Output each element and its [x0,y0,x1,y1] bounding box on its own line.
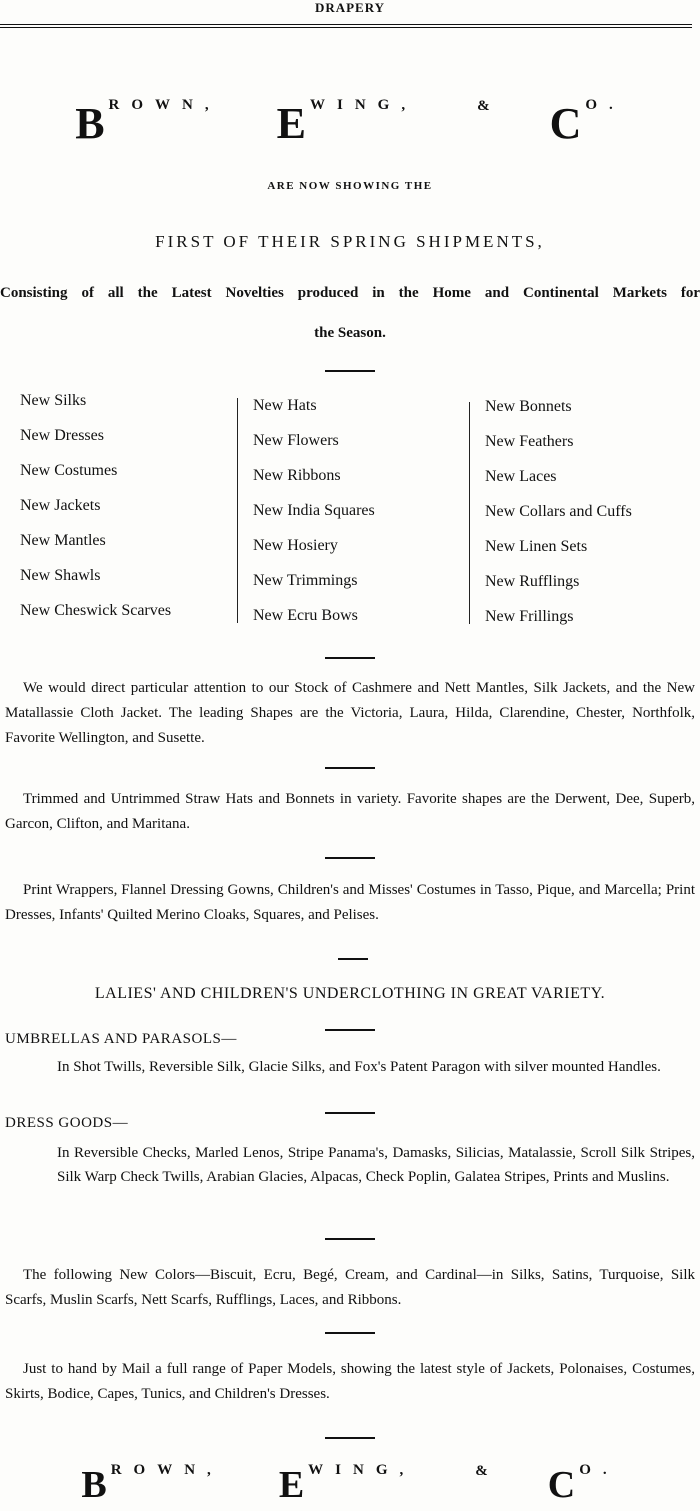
divider-rule [325,1112,375,1114]
list-item: New Ecru Bows [253,607,358,624]
list-item: New Cheswick Scarves [20,602,172,619]
umbrellas-body: In Shot Twills, Reversible Silk, Glacie Silks, and Fox's Patent Paragon with silver mounted Handles. [57,1059,661,1075]
firm-word-ewing: WING, [310,97,418,113]
divider-rule [338,958,368,960]
divider-rule [325,1029,375,1031]
list-item: New Bonnets [485,398,572,415]
firm-word-brown: ROWN, [110,1462,223,1478]
firm-word-ewing: WING, [308,1462,416,1478]
dress-goods-heading: DRESS GOODS— [5,1115,129,1131]
colors-paragraph: The following New Colors—Biscuit, Ecru, Begé, Cream, and Cardinal—in Silks, Satins, Turquoise, Silk Scarfs, Muslin Scarfs, Nett Scarfs, Rufflings, Laces, and Ribbons. [5,1267,695,1308]
list-item: New Mantles [20,532,106,549]
list-item: New Ribbons [253,467,341,484]
list-item: New Collars and Cuffs [485,503,632,520]
firm-ampersand: & [477,98,490,114]
divider-rule [325,1238,375,1240]
list-item: New Jackets [20,497,101,514]
underclothing-heading: LALIES' AND CHILDREN'S UNDERCLOTHING IN GREAT VARIETY. [94,985,606,1002]
showing-line: ARE NOW SHOWING THE [267,180,433,192]
firm-word-co: O. [579,1462,619,1478]
dress-goods-body: In Reversible Checks, Marled Lenos, Stripe Panama's, Damasks, Silicias, Matalassie, Scroll Silk Stripes, Silk Warp Check Twills, Arabian Glacies, Alpacas, Check Poplin, Galatea Stripes, Prints and Muslins. [57,1145,695,1185]
divider-rule [325,767,375,769]
firm-initial-b: B [81,1464,107,1506]
divider-rule [325,1437,375,1439]
list-column-2 [253,388,375,633]
list-item: New Hats [253,397,317,414]
divider-rule [325,657,375,659]
divider-rule [325,857,375,859]
umbrellas-heading: UMBRELLAS AND PARASOLS— [5,1031,237,1047]
list-item: New Shawls [20,567,101,584]
list-item: New Costumes [20,462,118,479]
mantles-paragraph: We would direct particular attention to our Stock of Cashmere and Nett Mantles, Silk Jackets, and the New Matallassie Cloth Jacket. The leading Shapes are the Victoria, Laura, Hilda, Clarendine, Chester, Northfolk, Favorite Wellington, and Susette. [5,680,695,746]
season-line: the Season. [314,325,386,341]
divider-rule [325,1332,375,1334]
list-column-3 [485,389,632,634]
list-item: New India Squares [253,502,375,519]
column-divider [237,398,238,623]
firm-name-bottom [0,1463,700,1507]
consisting-line: Consisting of all the Latest Novelties produced in the Home and Continental Markets for [0,285,700,301]
list-item: New Dresses [20,427,104,444]
list-item: New Linen Sets [485,538,588,555]
straw-hats-paragraph: Trimmed and Untrimmed Straw Hats and Bonnets in variety. Favorite shapes are the Derwent, Dee, Superb, Garcon, Clifton, and Maritana. [5,791,695,832]
firm-initial-e: E [278,1464,305,1506]
firm-ampersand: & [475,1463,488,1479]
list-item: New Feathers [485,433,574,450]
firm-initial-b: B [75,99,105,148]
list-item: New Flowers [253,432,339,449]
divider-rule [325,370,375,372]
firm-word-co: O. [585,97,625,113]
list-item: New Silks [20,392,87,409]
print-paragraph: Print Wrappers, Flannel Dressing Gowns, Children's and Misses' Costumes in Tasso, Pique, and Marcella; Print Dresses, Infants' Quilted Merino Cloaks, Squares, and Pelises. [5,882,695,923]
list-item: New Trimmings [253,572,358,589]
firm-name-top [0,98,700,149]
section-header: DRAPERY [314,0,386,15]
list-item: New Hosiery [253,537,338,554]
firm-word-brown: ROWN, [108,97,221,113]
list-item: New Laces [485,468,557,485]
mail-paragraph: Just to hand by Mail a full range of Paper Models, showing the latest style of Jackets, Polonaises, Costumes, Skirts, Bodice, Capes, Tunics, and Children's Dresses. [5,1361,695,1402]
column-divider [469,402,470,624]
list-column-1 [20,383,171,628]
first-shipments-line: FIRST OF THEIR SPRING SHIPMENTS, [155,232,545,251]
list-item: New Frillings [485,608,574,625]
list-item: New Rufflings [485,573,580,590]
firm-initial-c: C [549,99,582,148]
firm-initial-e: E [276,99,306,148]
firm-initial-c: C [547,1464,576,1506]
header-rule [0,24,692,28]
